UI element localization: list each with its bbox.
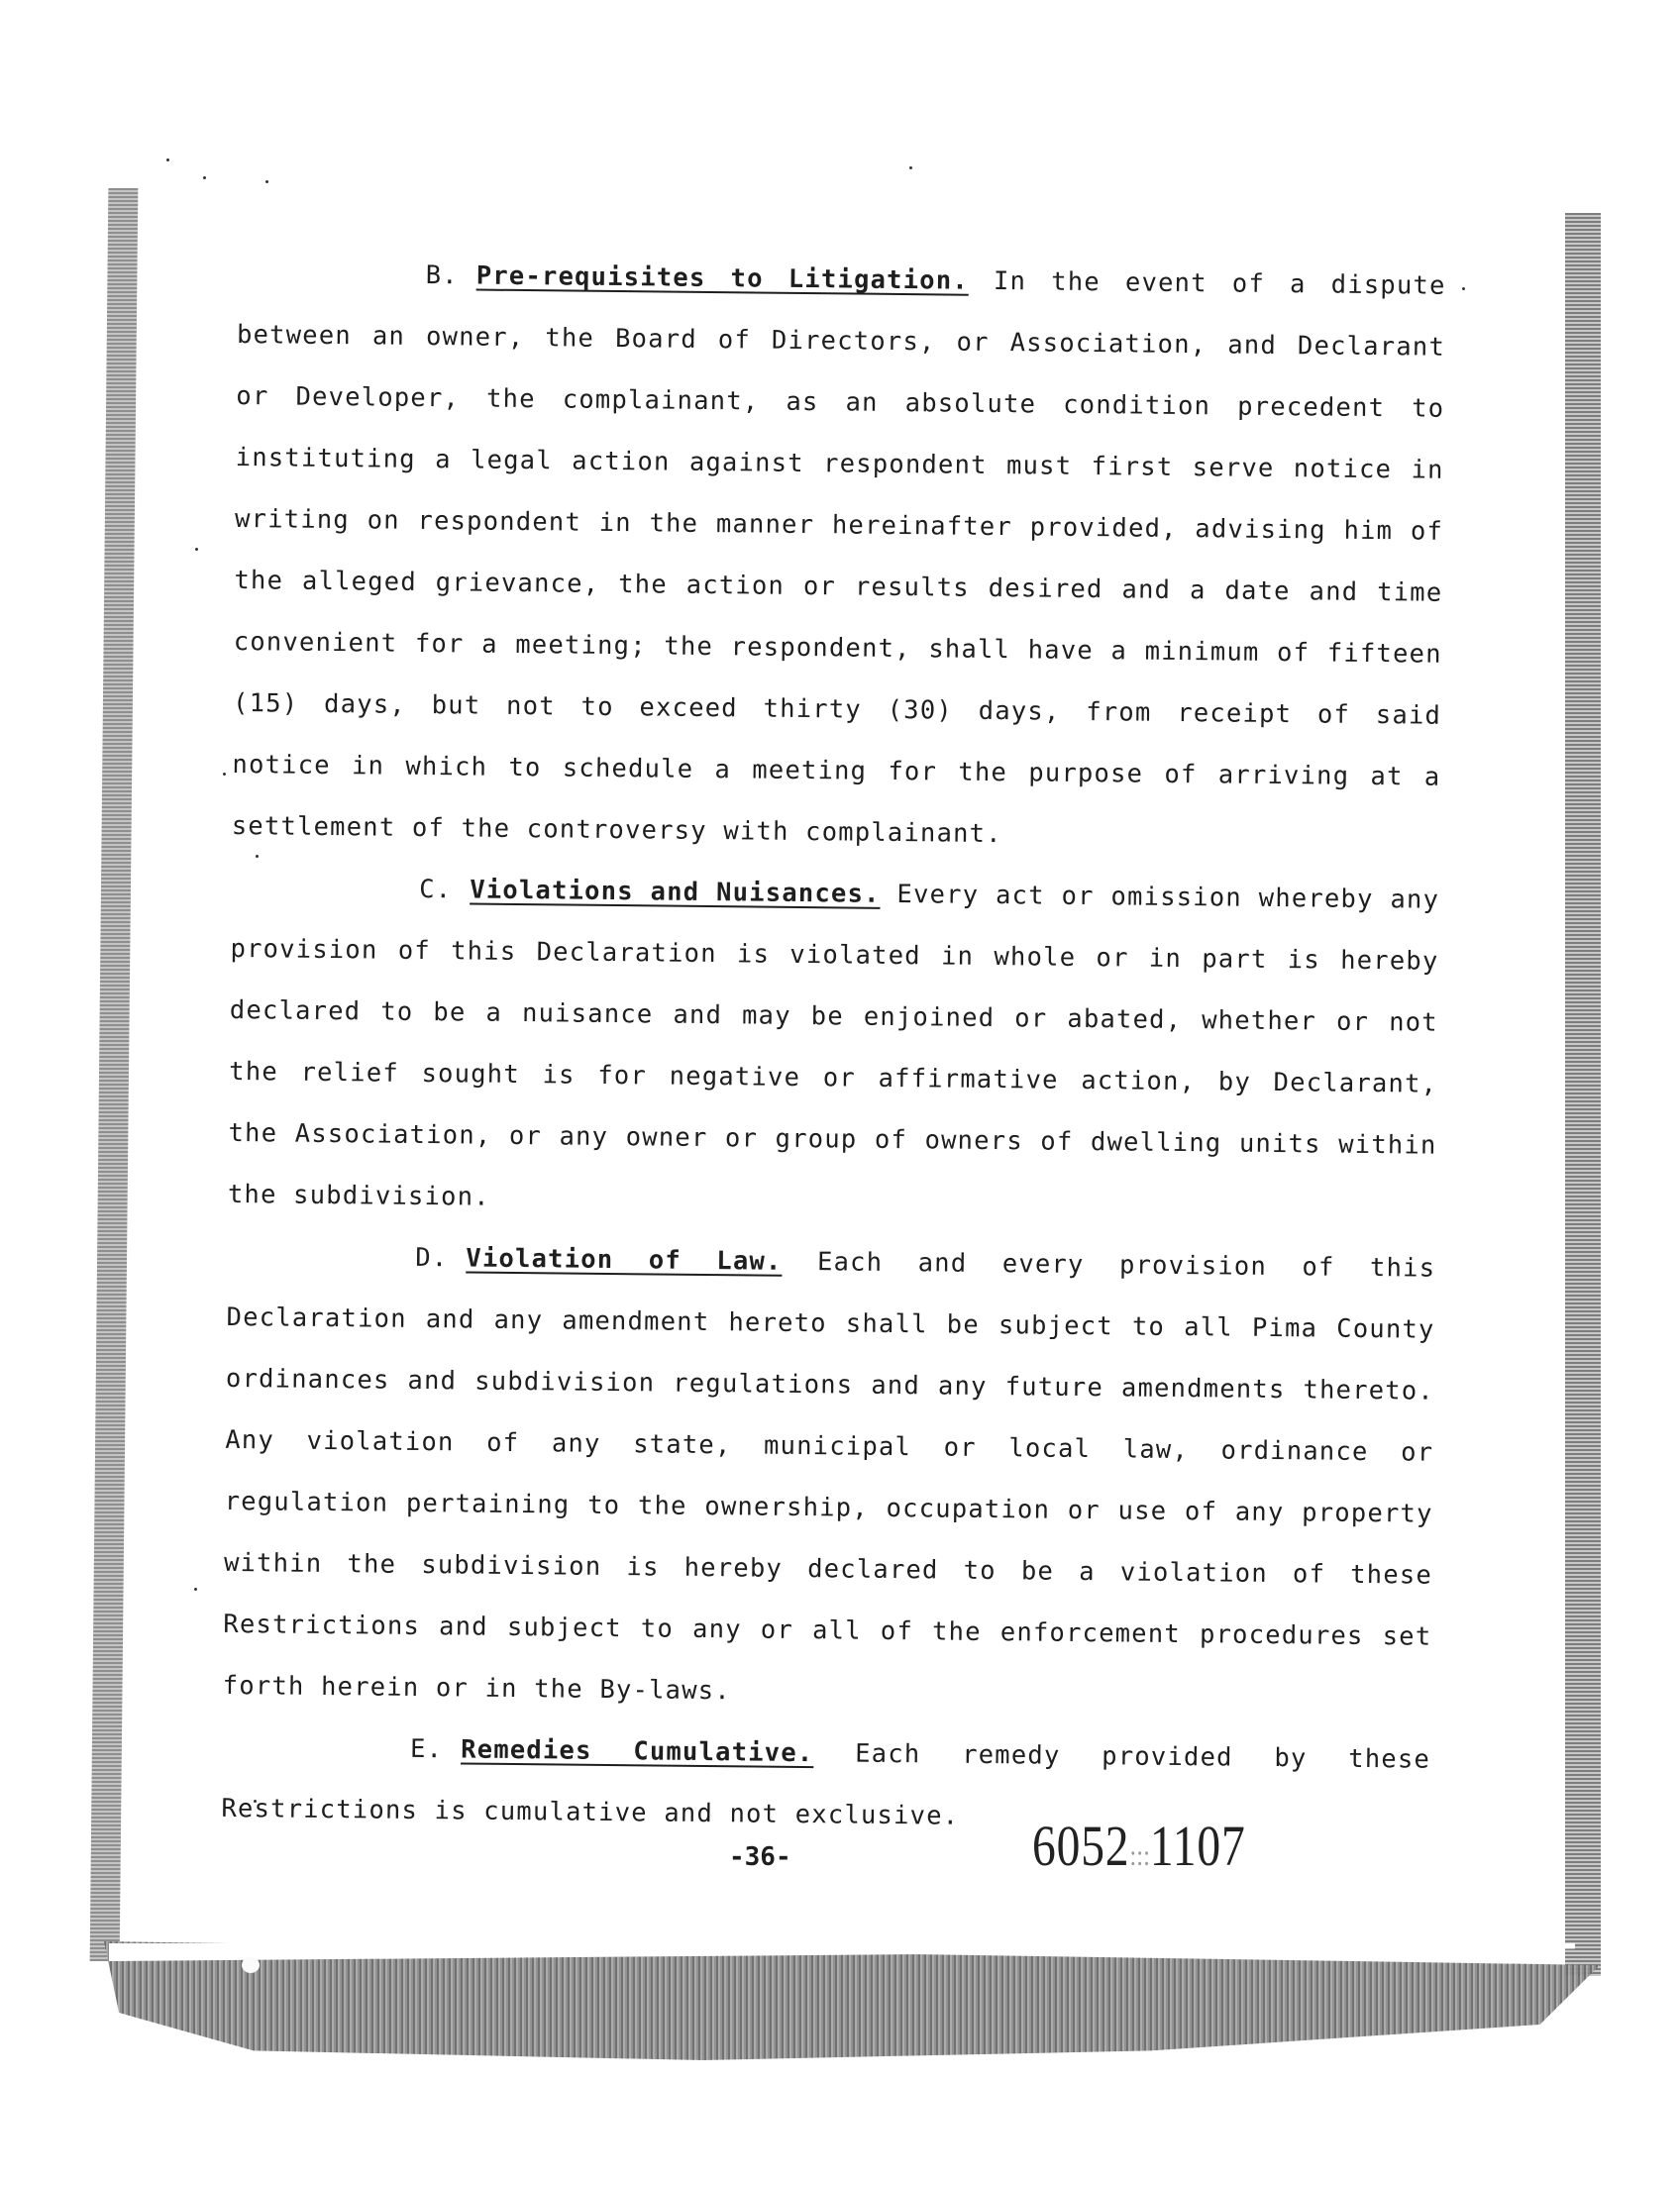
section-letter: D. xyxy=(415,1242,449,1274)
scan-speck xyxy=(195,548,198,551)
book-page-stamp xyxy=(1032,1813,1246,1879)
scan-speck xyxy=(194,1588,197,1591)
scan-speck xyxy=(203,176,206,179)
section-text: Each and every provision of this Declaration and any amendment hereto shall be subject to all Pima County ordinances and subdivision regulations and any future amendments thereto. Any violation of any state, municipal or local law, ordinance or regulation pertaining to the ownership, occupation or use of any property within the subdivision is hereby declared to be a violation of these Restrictions and subject to any or all of the enforcement procedures set forth herein or in the By-laws. xyxy=(222,1247,1436,1707)
section-heading: Pre-requisites to Litigation. xyxy=(475,260,970,296)
scan-speck xyxy=(1462,287,1465,290)
section-c xyxy=(228,857,1440,1238)
section-text: Each remedy provided by these Restrictions is cumulative and not exclusive. xyxy=(221,1738,1431,1831)
scan-speck xyxy=(265,180,268,183)
scan-shadow-left xyxy=(90,188,139,1961)
section-letter: C. xyxy=(419,874,453,905)
section-b xyxy=(232,243,1446,870)
scan-speck xyxy=(166,158,169,161)
scan-speck xyxy=(909,166,912,169)
document-body xyxy=(221,243,1446,1852)
scan-shadow-right xyxy=(1565,213,1601,1976)
section-heading: Violations and Nuisances. xyxy=(470,875,881,909)
page-number: -36- xyxy=(729,1842,791,1872)
binder-hole-mark xyxy=(242,1957,260,1973)
section-text: In the event of a dispute between an owner, the Board of Directors, or Association, and Declarant or Developer, the complainant, as an absolute condition precedent to instituting a legal action against respondent must first serve notice in writing on respondent in the manner hereinafter provided, advising him of the alleged grievance, the action or results desired and a date and time convenient for a meeting; the respondent, shall have a minimum of fifteen (15) days, but not to exceed thirty (30) days, from receipt of said notice in which to schedule a meeting for the purpose of arriving at a settlement of the controversy with complainant. xyxy=(231,265,1446,850)
stamp-page-number: 1107 xyxy=(1149,1814,1246,1878)
stamp-book-number: 6052 xyxy=(1032,1814,1130,1878)
section-d xyxy=(222,1225,1435,1729)
stamp-separator: ::: xyxy=(1129,1839,1150,1872)
section-e xyxy=(221,1717,1430,1852)
section-heading: Violation of Law. xyxy=(466,1243,783,1277)
section-letter: B. xyxy=(425,260,459,291)
scan-speck xyxy=(223,773,226,776)
section-heading: Remedies Cumulative. xyxy=(461,1734,814,1769)
section-letter: E. xyxy=(409,1733,444,1765)
section-text: Every act or omission whereby any provision of this Declaration is violated in whole or in part is hereby declared to be a nuisance and may be enjoined or abated, whether or not the relief sought is for negative or affirmative action, by Declarant, the Association, or any owner or group of owners of dwelling units within the subdivision. xyxy=(227,880,1440,1212)
